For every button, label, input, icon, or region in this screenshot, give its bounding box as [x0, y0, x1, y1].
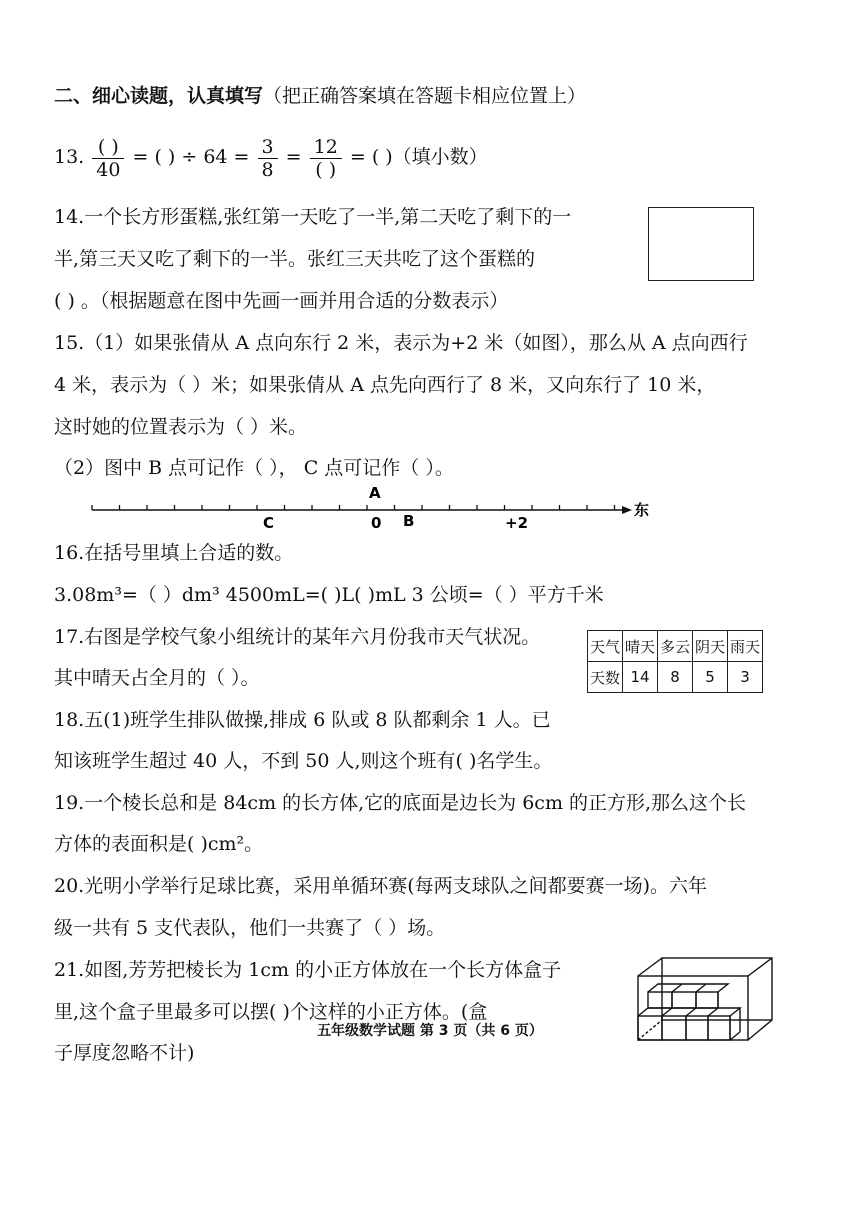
value-cell: 5 [693, 662, 728, 693]
question-number: 13. [54, 146, 85, 168]
weather-table [587, 630, 763, 693]
question-15-line-3: 这时她的位置表示为（ ）米。 [54, 416, 308, 438]
question-19-line-2: 方体的表面积是( )cm²。 [54, 833, 264, 855]
question-13 [54, 132, 488, 182]
row-label-cell: 天数 [588, 662, 623, 693]
fraction-2: $\frac{3}{8}$ [258, 136, 278, 181]
label-b: B [403, 512, 415, 530]
question-20-line-1: 20.光明小学举行足球比赛，采用单循环赛(每两支球队之间都要赛一场)。六年 [54, 875, 708, 897]
question-20-line-2: 级一共有 5 支代表队，他们一共赛了（ ）场。 [54, 917, 446, 939]
question-19-line-1: 19.一个棱长总和是 84cm 的长方体,它的底面是边长为 6cm 的正方形,那么这个长 [54, 792, 747, 814]
label-plus-2: +2 [505, 514, 529, 532]
arrow-head-icon [622, 506, 632, 514]
equation-part-2: = ( )（填小数） [349, 146, 488, 168]
question-16-title: 16.在括号里填上合适的数。 [54, 542, 294, 564]
question-14-line-3: ( ) 。（根据题意在图中先画一画并用合适的分数表示） [54, 290, 509, 312]
question-21-line-3: 子厚度忽略不计) [54, 1042, 195, 1064]
page-footer: 五年级数学试题 第 3 页（共 6 页） [317, 1023, 543, 1039]
fraction-1: $\frac{( )}{40}$ [92, 136, 124, 181]
question-18-line-1: 18.五(1)班学生排队做操,排成 6 队或 8 队都剩余 1 人。已 [54, 709, 551, 731]
value-cell: 14 [623, 662, 658, 693]
weather-header-row [588, 631, 763, 662]
header-cell: 晴天 [623, 631, 658, 662]
section-note: （把正确答案填在答题卡相应位置上） [263, 85, 587, 107]
question-14-line-2: 半,第三天又吃了剩下的一半。张红三天共吃了这个蛋糕的 [54, 248, 536, 270]
header-cell: 天气 [588, 631, 623, 662]
header-cell: 多云 [658, 631, 693, 662]
section-title: 二、细心读题，认真填写 [54, 85, 264, 107]
equation-part-1: = ( ) ÷ 64 = [132, 146, 250, 168]
question-15-line-4: （2）图中 B 点可记作（ ）， C 点可记作（ ）。 [54, 457, 454, 479]
question-14-line-1: 14.一个长方形蛋糕,张红第一天吃了一半,第二天吃了剩下的一 [54, 206, 572, 228]
question-16-items: 3.08m³=（ ）dm³ 4500mL=( )L( )mL 3 公顷=（ ）平方千米 [54, 584, 604, 606]
number-line [0, 480, 860, 540]
question-15-line-2: 4 米，表示为（ ）米；如果张倩从 A 点先向西行了 8 米，又向东行了 10 米， [54, 374, 716, 396]
question-17-line-2: 其中晴天占全月的（ ）。 [54, 667, 260, 689]
weather-data-row [588, 662, 763, 693]
label-east: 东 [634, 501, 650, 519]
question-17-line-1: 17.右图是学校气象小组统计的某年六月份我市天气状况。 [54, 626, 541, 648]
cake-rectangle[interactable] [648, 207, 754, 281]
fraction-3: $\frac{12}{( )}$ [310, 136, 342, 181]
question-21-line-1: 21.如图,芳芳把棱长为 1cm 的小正方体放在一个长方体盒子 [54, 959, 562, 981]
header-cell: 雨天 [728, 631, 763, 662]
label-zero: 0 [371, 514, 382, 532]
value-cell: 8 [658, 662, 693, 693]
header-cell: 阴天 [693, 631, 728, 662]
question-18-line-2: 知该班学生超过 40 人，不到 50 人,则这个班有( )名学生。 [54, 750, 553, 772]
value-cell: 3 [728, 662, 763, 693]
section-header [54, 84, 586, 108]
question-15-line-1: 15.（1）如果张倩从 A 点向东行 2 米，表示为+2 米（如图），那么从 A 点向西行 [54, 332, 748, 354]
label-a: A [369, 484, 381, 502]
question-21-line-2: 里,这个盒子里最多可以摆( )个这样的小正方体。(盒 [54, 1001, 488, 1023]
label-c: C [263, 514, 275, 532]
equals-sign: = [285, 146, 302, 168]
